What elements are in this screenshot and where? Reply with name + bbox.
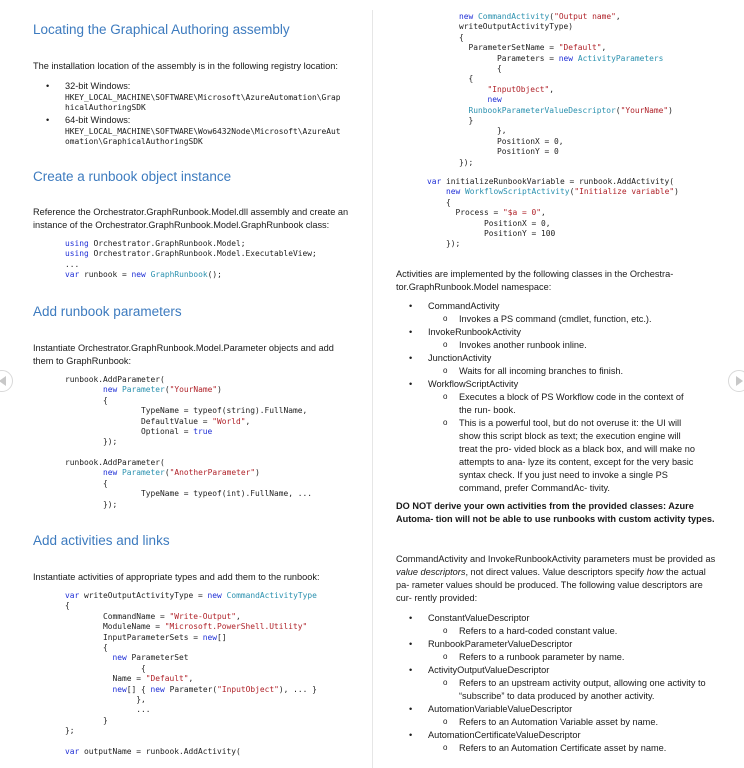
- code-text: ...: [136, 705, 151, 715]
- code-text: });: [103, 437, 118, 447]
- code-keyword: var: [427, 177, 442, 186]
- code-text: (: [615, 105, 621, 115]
- code-type: Parameter: [122, 468, 165, 478]
- code-text: {: [497, 64, 502, 74]
- code-text: writeOutputActivityType): [459, 22, 574, 32]
- code-keyword: new: [459, 12, 474, 21]
- code-text: }: [468, 116, 474, 126]
- code-text: {: [468, 74, 474, 84]
- code-keyword: new: [558, 53, 574, 63]
- descriptors-list: [396, 612, 706, 755]
- code-string: "AnotherParameter": [169, 468, 256, 478]
- activity-name: JunctionActivity: [428, 353, 492, 363]
- code-text: ,: [188, 674, 194, 684]
- code-string: "InputObject": [217, 684, 279, 694]
- code-text: ,: [236, 611, 241, 621]
- code-keyword: new: [207, 591, 222, 600]
- activity-item: [396, 378, 696, 495]
- code-text: ): [668, 105, 673, 115]
- code-text: PositionX = 0,: [484, 218, 551, 228]
- code-type: Parameter: [122, 385, 165, 395]
- code-text: }: [103, 715, 108, 725]
- descriptors-intro-emphasis: value descriptors: [396, 567, 466, 577]
- code-keyword: var: [65, 270, 80, 280]
- code-text: {: [103, 643, 108, 653]
- code-text: DefaultValue =: [141, 416, 213, 426]
- code-keyword: new: [131, 270, 146, 280]
- code-text: });: [103, 499, 118, 509]
- code-text: {: [459, 32, 464, 42]
- code-text: InputParameterSets =: [103, 632, 203, 642]
- code-text: TypeName = typeof(int).FullName, ...: [141, 489, 313, 499]
- code-text: ,: [549, 84, 555, 94]
- activity-name: WorkflowScriptActivity: [428, 379, 519, 389]
- registry-path-cont: omation\GraphicalAuthoringSDK: [65, 137, 203, 147]
- code-keyword: new: [202, 632, 218, 642]
- code-text: });: [446, 239, 461, 249]
- registry-item-32bit: [33, 80, 363, 114]
- descriptor-name: ConstantValueDescriptor: [428, 613, 530, 623]
- warning-text: DO NOT derive your own activities from the provided classes: Azure Automa- tion will not be able to use runbooks with custom activity types.: [396, 501, 715, 524]
- descriptors-intro: [396, 553, 716, 605]
- code-string: "$a = 0": [503, 208, 542, 218]
- descriptor-item: [396, 664, 706, 703]
- code-text: runbook.AddParameter(: [65, 458, 165, 467]
- code-block-parameter-1: [65, 375, 307, 448]
- descriptors-intro-text: CommandActivity and InvokeRunbookActivity parameters must be provided as: [396, 554, 716, 564]
- code-text: ModuleName =: [103, 622, 165, 632]
- code-text: ();: [207, 270, 222, 280]
- code-block-workflow-script: [427, 177, 679, 250]
- create-runbook-intro: Reference the Orchestrator.GraphRunbook.Model.dll assembly and create an instance of the Orchestrator.GraphRunbook.Model.GraphRunbook class:: [33, 207, 349, 230]
- code-text: (: [164, 468, 170, 478]
- code-keyword: true: [193, 427, 213, 437]
- code-type: ActivityParameters: [577, 53, 664, 63]
- code-keyword: new: [103, 468, 118, 478]
- code-text: (: [569, 187, 575, 197]
- code-keyword: new: [487, 95, 502, 105]
- code-keyword: var: [65, 747, 80, 757]
- activities-intro: Activities are implemented by the following classes in the Orchestra- tor.GraphRunbook.Model namespace:: [396, 269, 674, 292]
- registry-path: HKEY_LOCAL_MACHINE\SOFTWARE\Microsoft\AzureAutomation\Grap: [65, 93, 341, 102]
- activity-item: [396, 326, 696, 352]
- code-text: ,: [601, 43, 607, 53]
- code-keyword: new: [112, 684, 127, 694]
- code-text: {: [103, 478, 108, 488]
- code-string: "Default": [145, 674, 189, 684]
- code-string: "Initialize variable": [574, 187, 675, 197]
- code-string: "InputObject": [487, 84, 550, 94]
- code-text: ParameterSet: [126, 653, 189, 663]
- code-string: "World": [212, 416, 246, 426]
- code-text: });: [459, 157, 474, 167]
- code-text: initializeRunbookVariable = runbook.AddActivity(: [441, 177, 675, 186]
- activity-detail: o This is a powerful tool, but do not overuse it: the UI will show this script block as text; the execution engine will treat the pro- vided block as a black box, and will make no attempts to ana- lyze its content, except for the very basic syntax check. If you just need to invoke a single PS command, prefer CommandAc- tivity.: [396, 417, 696, 495]
- code-text: ,: [541, 208, 546, 218]
- code-keyword: new: [103, 385, 118, 395]
- code-block-command-activity: [459, 12, 673, 168]
- code-string: "Default": [558, 43, 602, 53]
- code-text: Parameters =: [497, 53, 559, 63]
- code-text: [] {: [126, 684, 151, 694]
- code-text: ): [217, 385, 222, 395]
- descriptor-name: AutomationCertificateValueDescriptor: [428, 730, 581, 740]
- code-keyword: using: [65, 249, 89, 259]
- activity-detail: o Waits for all incoming branches to finish.: [396, 365, 696, 378]
- activity-detail: o Invokes a PS command (cmdlet, function, etc.).: [396, 313, 696, 326]
- code-text: {: [446, 197, 451, 207]
- descriptor-name: ActivityOutputValueDescriptor: [428, 665, 550, 675]
- code-text: Orchestrator.GraphRunbook.Model;: [88, 239, 246, 248]
- code-text: ,: [245, 416, 251, 426]
- code-block-parameter-2: [65, 458, 312, 510]
- registry-intro: The installation location of the assembly is in the following registry location:: [33, 61, 338, 71]
- section-heading-create-runbook: Create a runbook object instance: [33, 169, 232, 184]
- code-keyword: new: [446, 187, 461, 197]
- descriptor-detail: o Refers to an Automation Certificate asset by name.: [396, 742, 706, 755]
- code-keyword: var: [65, 591, 80, 600]
- right-page: [373, 0, 744, 768]
- code-text: },: [136, 695, 146, 705]
- registry-list: [33, 80, 363, 148]
- next-page-button[interactable]: [728, 370, 744, 392]
- code-text: PositionY = 100: [484, 229, 556, 239]
- code-text: outputName = runbook.AddActivity(: [79, 747, 241, 757]
- code-block-using: [65, 239, 317, 281]
- descriptor-item: [396, 703, 706, 729]
- code-keyword: new: [112, 653, 127, 663]
- activity-item: [396, 352, 696, 378]
- code-ellipsis: ...: [65, 259, 80, 269]
- code-text: (: [549, 12, 555, 21]
- code-text: runbook =: [79, 270, 132, 280]
- descriptor-item: [396, 638, 706, 664]
- descriptor-item: [396, 729, 706, 755]
- add-activities-intro: Instantiate activities of appropriate types and add them to the runbook:: [33, 572, 320, 582]
- activity-item: [396, 300, 696, 326]
- code-text: ): [255, 468, 260, 478]
- activities-list: [396, 300, 696, 495]
- registry-label: 64-bit Windows:: [65, 114, 131, 125]
- descriptor-detail: o Refers to an upstream activity output, allowing one activity to “subscribe” to data produced by another activity.: [396, 677, 706, 703]
- code-text: Name =: [112, 674, 146, 684]
- descriptor-detail: o Refers to a runbook parameter by name.: [396, 651, 706, 664]
- code-keyword: using: [65, 239, 89, 248]
- descriptors-intro-emphasis: how: [646, 567, 664, 577]
- registry-path: HKEY_LOCAL_MACHINE\SOFTWARE\Wow6432Node\Microsoft\AzureAut: [65, 126, 341, 136]
- code-text: },: [497, 126, 507, 136]
- code-text: Process =: [455, 208, 504, 218]
- code-keyword: new: [150, 684, 165, 694]
- add-parameters-intro: Instantiate Orchestrator.GraphRunbook.Model.Parameter objects and add them to GraphRunbook:: [33, 343, 334, 366]
- code-type: RunbookParameterValueDescriptor: [468, 105, 616, 115]
- code-block-activity-type: [65, 591, 317, 758]
- code-text: ): [674, 187, 679, 197]
- descriptor-name: RunbookParameterValueDescriptor: [428, 639, 573, 649]
- code-text: runbook.AddParameter(: [65, 375, 165, 384]
- descriptor-detail: o Refers to a hard-coded constant value.: [396, 625, 706, 638]
- descriptors-intro-text: the actual pa- rameter values should be produced. The following value descriptors are cur- rently provided:: [396, 567, 706, 603]
- activity-detail: o Invokes another runbook inline.: [396, 339, 696, 352]
- registry-label: 32-bit Windows:: [65, 81, 131, 91]
- code-text: PositionY = 0: [497, 147, 559, 157]
- code-text: Orchestrator.GraphRunbook.Model.ExecutableView;: [88, 249, 317, 259]
- code-text: {: [103, 395, 108, 405]
- code-text: PositionX = 0,: [497, 136, 564, 146]
- code-string: "Output name": [554, 12, 616, 21]
- code-type: CommandActivity: [478, 12, 550, 21]
- section-heading-add-parameters: Add runbook parameters: [33, 304, 182, 319]
- code-string: "YourName": [620, 105, 669, 115]
- code-type: WorkflowScriptActivity: [465, 187, 570, 197]
- section-heading-add-activities: Add activities and links: [33, 533, 170, 548]
- code-text: };: [65, 726, 75, 736]
- code-type: GraphRunbook: [150, 270, 208, 280]
- registry-path-cont: hicalAuthoringSDK: [65, 103, 146, 113]
- descriptor-detail: o Refers to an Automation Variable asset by name.: [396, 716, 706, 729]
- descriptor-name: AutomationVariableValueDescriptor: [428, 704, 573, 714]
- code-text: (: [164, 385, 170, 395]
- code-text: ), ... }: [278, 684, 317, 694]
- descriptors-intro-text: , not direct values. Value descriptors specify: [465, 567, 647, 577]
- code-text: []: [217, 632, 227, 642]
- code-text: CommandName =: [103, 611, 170, 621]
- code-text: writeOutputActivityType =: [79, 591, 208, 600]
- code-text: {: [65, 601, 70, 611]
- code-string: "Write-Output": [169, 611, 237, 621]
- code-text: Parameter(: [164, 684, 218, 694]
- code-string: "YourName": [169, 385, 218, 395]
- code-text: ParameterSetName =: [468, 43, 559, 53]
- activity-detail: o Executes a block of PS Workflow code in the context of the run- book.: [396, 391, 696, 417]
- code-string: "Microsoft.PowerShell.Utility": [164, 622, 308, 632]
- descriptor-item: [396, 612, 706, 638]
- registry-item-64bit: [33, 114, 363, 148]
- activity-name: InvokeRunbookActivity: [428, 327, 521, 337]
- code-text: {: [141, 663, 146, 673]
- activity-name: CommandActivity: [428, 301, 500, 311]
- code-text: ,: [615, 12, 621, 21]
- code-text: Optional =: [141, 427, 194, 437]
- code-text: TypeName = typeof(string).FullName,: [141, 406, 308, 416]
- section-heading-locating-assembly: Locating the Graphical Authoring assembly: [33, 22, 290, 37]
- code-type: CommandActivityType: [226, 591, 317, 600]
